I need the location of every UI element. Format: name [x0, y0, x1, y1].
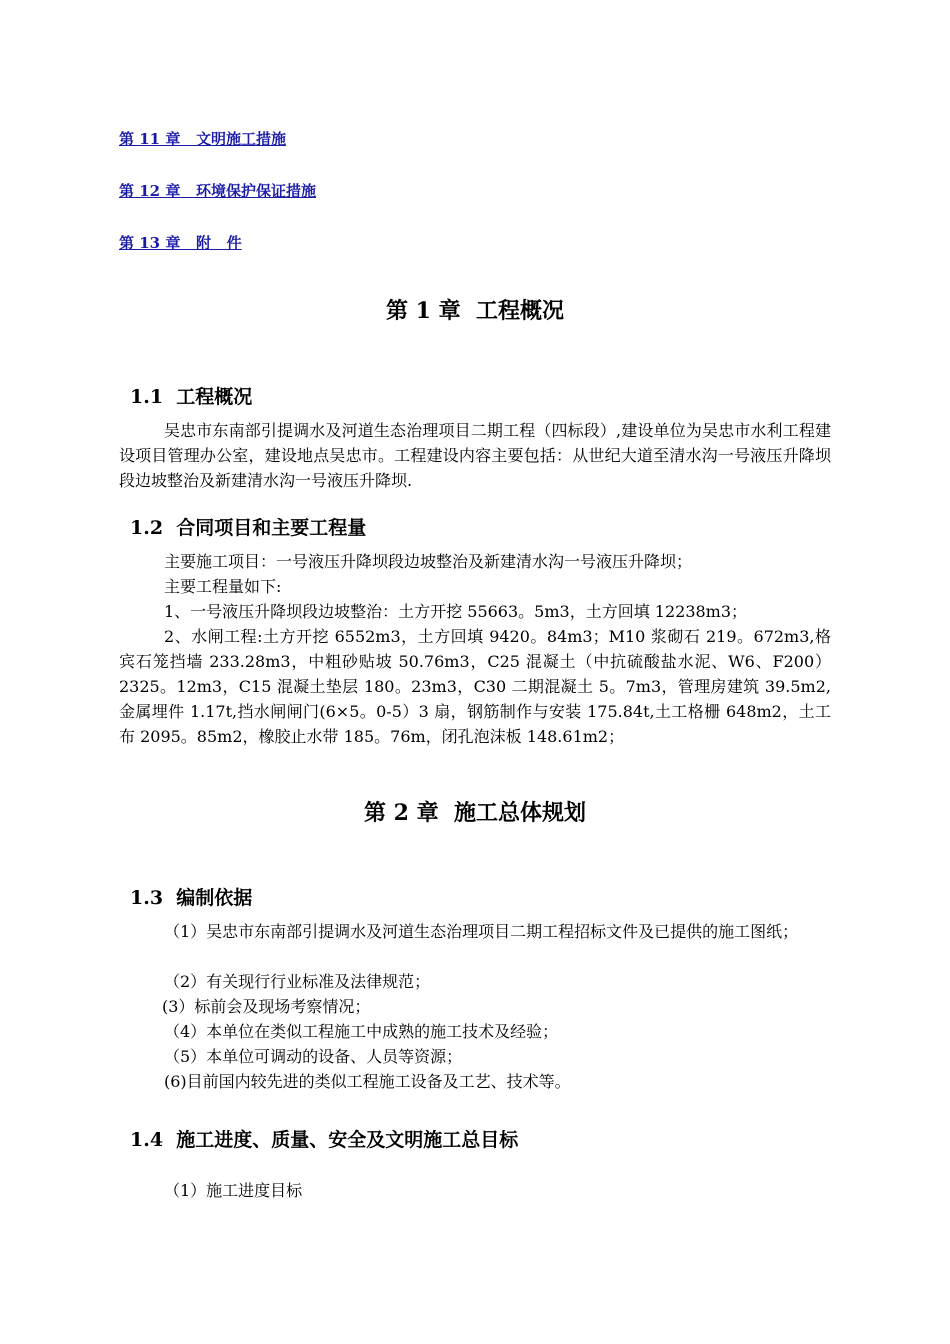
basis-item-3: (3）标前会及现场考察情况； [162, 997, 371, 1016]
section-1-4-heading: 1.4 施工进度、质量、安全及文明施工总目标 [130, 1129, 519, 1151]
chapter-1-heading: 第 1 章 工程概况 [386, 298, 564, 324]
toc-link-chapter-12[interactable]: 第 12 章 环境保护保证措施 [119, 182, 316, 200]
basis-item-2: （2）有关现行行业标准及法律规范； [164, 972, 431, 991]
basis-item-1: （1）吴忠市东南部引提调水及河道生态治理项目二期工程招标文件及已提供的施工图纸； [164, 922, 799, 941]
quantities-intro-line: 主要工程量如下: [164, 577, 282, 596]
sluice-quantities-paragraph: 2、水闸工程:土方开挖 6552m3，土方回填 9420。84m3；M10 浆砌石 219。672m3,格宾石笼挡墙 233.28m3，中粗砂贴坡 50.76m3，C25 混凝土（中抗硫酸盐水泥、W6、F200）2325。12m3，C15 混凝土垫层 180。23m3，C30 二期混凝土 5。7m3，管理房建筑 39.5m2,金属埋件 1.17t,挡水闸闸门(6×5。0-5）3 扇，钢筋制作与安装 175.84t,土工格栅 648m2，土工布 2095。85m2，橡胶止水带 185。76m，闭孔泡沫板 148.61m2； [119, 627, 831, 746]
basis-item-5: （5）本单位可调动的设备、人员等资源； [164, 1047, 463, 1066]
chapter-2-heading: 第 2 章 施工总体规划 [364, 800, 586, 826]
toc-link-chapter-11[interactable]: 第 11 章 文明施工措施 [119, 130, 286, 148]
slope-quantities-line: 1、一号液压升降坝段边坡整治：土方开挖 55663。5m3，土方回填 12238m3； [164, 602, 748, 621]
basis-item-6: (6)目前国内较先进的类似工程施工设备及工艺、技术等。 [164, 1072, 571, 1091]
main-project-line: 主要施工项目：一号液压升降坝段边坡整治及新建清水沟一号液压升降坝； [164, 552, 693, 571]
schedule-target-line: （1）施工进度目标 [164, 1181, 303, 1200]
section-1-1-heading: 1.1 工程概况 [130, 386, 253, 408]
toc-link-chapter-13[interactable]: 第 13 章 附 件 [119, 234, 242, 252]
section-1-2-heading: 1.2 合同项目和主要工程量 [130, 517, 367, 539]
basis-item-4: （4）本单位在类似工程施工中成熟的施工技术及经验； [164, 1022, 559, 1041]
section-1-3-heading: 1.3 编制依据 [130, 887, 253, 909]
section-1-1-paragraph: 吴忠市东南部引提调水及河道生态治理项目二期工程（四标段）,建设单位为吴忠市水利工程建设项目管理办公室，建设地点吴忠市。工程建设内容主要包括：从世纪大道至清水沟一号液压升降坝段边坡整治及新建清水沟一号液压升降坝. [119, 421, 831, 490]
